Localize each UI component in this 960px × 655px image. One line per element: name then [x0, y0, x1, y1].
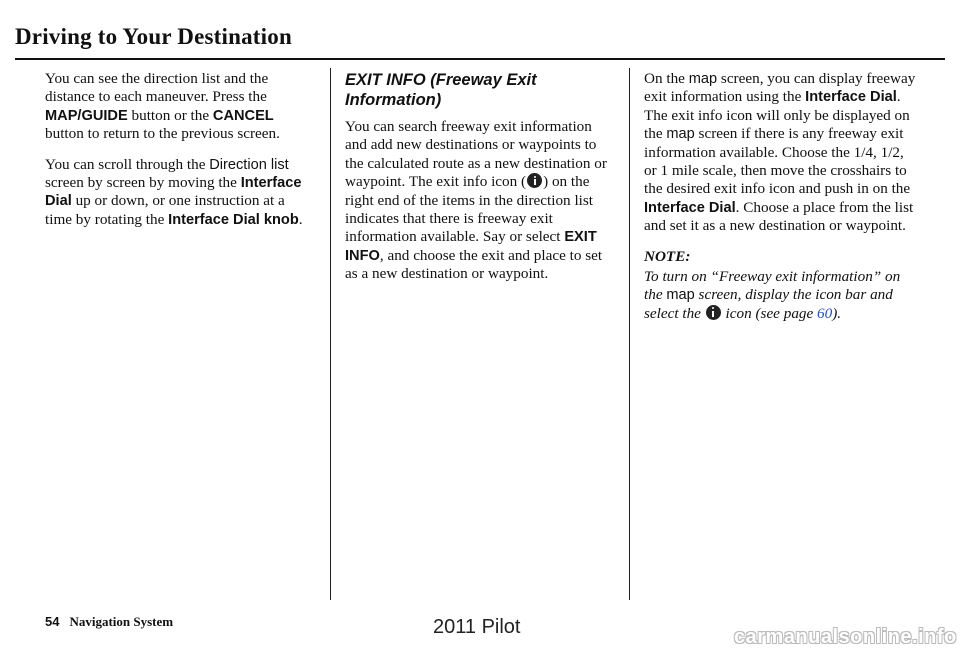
- map-screen-label: map: [666, 126, 695, 143]
- page-footer: [45, 614, 173, 630]
- text-run: On the: [644, 70, 689, 87]
- page-title: Driving to Your Destination: [15, 24, 292, 49]
- interface-dial-label: Interface Dial: [45, 175, 302, 210]
- text-run: . Choose a place from the list and set it as a new destination or waypoint.: [644, 198, 914, 235]
- text-run: ).: [832, 304, 842, 322]
- title-rule: [15, 58, 945, 60]
- text-run: screen, you can display freeway exit information using the: [644, 70, 916, 106]
- footer-section-label: Navigation System: [69, 614, 174, 629]
- text-run: You can see the direction list and the distance to each maneuver. Press the: [45, 70, 269, 106]
- direction-list-screen-label: Direction list: [209, 156, 289, 173]
- column-divider: [629, 68, 630, 600]
- paragraph-direction-list: [45, 70, 315, 144]
- text-run: You can scroll through the: [45, 155, 210, 173]
- info-icon: [706, 305, 721, 320]
- page-link[interactable]: 60: [817, 304, 833, 322]
- text-run: button to return to the previous screen.: [45, 125, 280, 143]
- note-body: [644, 268, 920, 323]
- text-run: screen if there is any freeway exit information available. Choose the 1/4, 1/2, or 1 mile scale, then move the crosshairs to the desired exit info icon and push in on the: [644, 125, 911, 198]
- text-run: You can search freeway exit information and add new destinations or waypoints to the calculated route as a new destination or waypoint. The exit info icon (: [345, 118, 607, 191]
- model-watermark: 2011 Pilot: [433, 616, 521, 638]
- text-run: .: [298, 210, 303, 228]
- text-run: ) on the right end of the items in the direction list indicates that there is freeway exit information available. Say or select: [345, 173, 594, 246]
- column-1: [45, 70, 315, 241]
- interface-dial-label: Interface Dial: [805, 89, 897, 106]
- text-run: . The exit info icon will only be displayed on the: [644, 88, 910, 143]
- text-run: , and choose the exit and place to set as a new destination or waypoint.: [345, 246, 603, 283]
- paragraph-scroll: [45, 156, 315, 230]
- paragraph-exit-info: [345, 118, 615, 284]
- exit-info-option-label: EXIT INFO: [345, 229, 597, 264]
- map-screen-label: map: [688, 71, 718, 87]
- text-run: screen by screen by moving the: [45, 174, 241, 192]
- interface-dial-knob-label: Interface Dial knob: [168, 211, 299, 228]
- section-heading-exit-info: EXIT INFO (Freeway Exit Information): [345, 71, 537, 109]
- note-label: NOTE:: [644, 247, 691, 265]
- interface-dial-label: Interface Dial: [644, 199, 736, 216]
- text-run: screen, display the icon bar and select the: [644, 286, 893, 322]
- column-2: [345, 70, 615, 296]
- info-icon: [527, 173, 542, 188]
- page-number: 54: [45, 614, 60, 629]
- column-divider: [330, 68, 331, 600]
- paragraph-map-exit-info: [644, 70, 920, 236]
- site-watermark: carmanualsonline.info: [734, 626, 957, 648]
- cancel-button-label: CANCEL: [212, 107, 274, 124]
- text-run: up or down, or one instruction at a time by rotating the: [45, 192, 285, 228]
- text-run: To turn on “Freeway exit information” on the: [644, 268, 901, 304]
- map-guide-button-label: MAP/GUIDE: [45, 107, 128, 124]
- map-screen-label: map: [666, 287, 695, 304]
- text-run: button or the: [127, 106, 213, 124]
- column-3: [644, 70, 920, 335]
- text-run: icon (see page: [721, 304, 818, 322]
